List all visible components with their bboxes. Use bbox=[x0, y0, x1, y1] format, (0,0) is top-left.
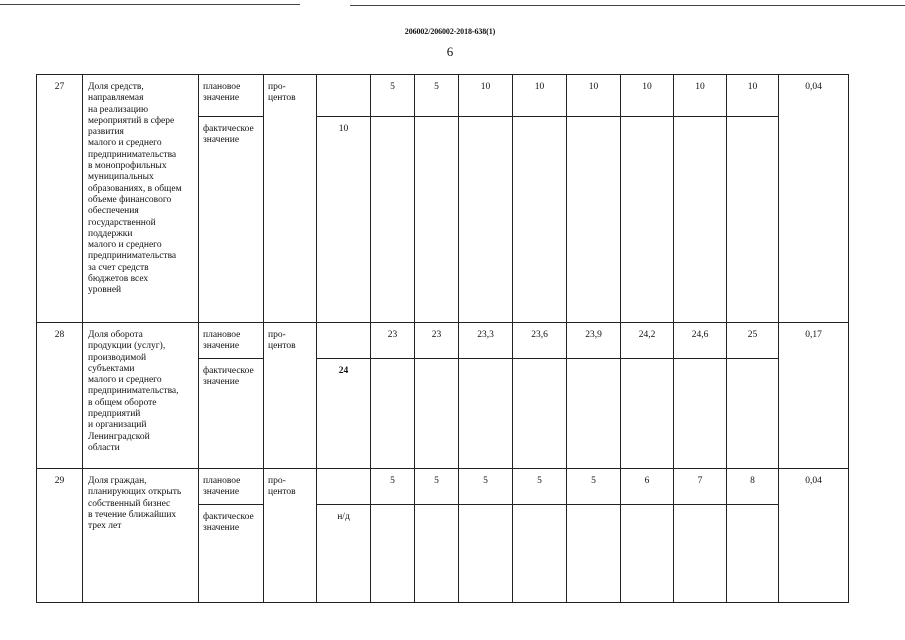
weight-value: 0,04 bbox=[779, 469, 849, 603]
table-row bbox=[37, 469, 849, 505]
fact-value: 24 bbox=[317, 359, 371, 469]
table-row bbox=[37, 75, 849, 117]
indicator-name-line: бюджетов всех bbox=[88, 274, 149, 285]
fact-empty-cell bbox=[567, 117, 621, 323]
indicator-name bbox=[83, 75, 199, 323]
plan-value: 25 bbox=[727, 323, 779, 359]
indicator-name-line: субъектами bbox=[88, 363, 135, 374]
plan-value: 5 bbox=[415, 75, 459, 117]
plan-value: 7 bbox=[674, 469, 727, 505]
fact-label: фактическое значение bbox=[199, 359, 264, 469]
plan-value: 10 bbox=[674, 75, 727, 117]
indicator-name-line: предпринимательства, bbox=[88, 386, 179, 397]
fact-empty-cell bbox=[415, 117, 459, 323]
unit-label: про- центов bbox=[264, 469, 317, 603]
indicator-name-line: Ленинградской bbox=[88, 431, 150, 442]
plan-value: 6 bbox=[621, 469, 674, 505]
indicator-name bbox=[83, 469, 199, 603]
scan-edge-right bbox=[350, 5, 905, 6]
indicator-name-line: муниципальных bbox=[88, 172, 154, 183]
unit-label: про- центов bbox=[264, 323, 317, 469]
indicator-name-line: продукции (услуг), bbox=[88, 341, 166, 352]
fact-empty-cell bbox=[674, 117, 727, 323]
indicator-name-line: предпринимательства bbox=[88, 149, 177, 160]
fact-empty-cell bbox=[567, 505, 621, 603]
plan-value: 10 bbox=[621, 75, 674, 117]
indicator-name-line: области bbox=[88, 442, 120, 453]
fact-empty-cell bbox=[459, 117, 513, 323]
indicator-name-line: государственной bbox=[88, 217, 156, 228]
plan-value: 23 bbox=[371, 323, 415, 359]
plan-value: 10 bbox=[567, 75, 621, 117]
fact-empty-cell bbox=[371, 505, 415, 603]
fact-empty-cell bbox=[513, 359, 567, 469]
fact-empty-cell bbox=[513, 505, 567, 603]
indicator-name-line: Доля граждан, bbox=[88, 476, 147, 486]
fact-empty-cell bbox=[727, 505, 779, 603]
indicator-name-line: предприятий bbox=[88, 409, 141, 420]
indicator-name-line: в общем обороте bbox=[88, 397, 157, 408]
indicators-table bbox=[36, 74, 849, 603]
indicator-name-line: малого и среднего bbox=[88, 240, 162, 251]
fact-empty-cell bbox=[371, 359, 415, 469]
fact-empty-cell bbox=[621, 117, 674, 323]
row-number: 28 bbox=[37, 323, 83, 469]
fact-empty-cell bbox=[415, 505, 459, 603]
plan-label: плановое значение bbox=[199, 323, 264, 359]
fact-empty-cell bbox=[674, 359, 727, 469]
weight-value: 0,17 bbox=[779, 323, 849, 469]
plan-value: 5 bbox=[371, 75, 415, 117]
plan-value: 23,9 bbox=[567, 323, 621, 359]
plan-base-empty bbox=[317, 323, 371, 359]
plan-value: 23 bbox=[415, 323, 459, 359]
plan-value: 24,6 bbox=[674, 323, 727, 359]
indicator-name-line: в монопрофильных bbox=[88, 161, 167, 172]
plan-label: плановое значение bbox=[199, 75, 264, 117]
indicator-name-line: обеспечения bbox=[88, 206, 139, 217]
fact-label: фактическое значение bbox=[199, 117, 264, 323]
plan-value: 10 bbox=[513, 75, 567, 117]
page-number: 6 bbox=[446, 44, 454, 59]
plan-value: 23,3 bbox=[459, 323, 513, 359]
row-number: 27 bbox=[37, 75, 83, 323]
indicator-name-line: предпринимательства bbox=[88, 251, 177, 262]
row-number: 29 bbox=[37, 469, 83, 603]
indicator-name-line: образованиях, в общем bbox=[88, 183, 182, 194]
fact-value: н/д bbox=[317, 505, 371, 603]
plan-value: 5 bbox=[415, 469, 459, 505]
fact-empty-cell bbox=[459, 505, 513, 603]
plan-base-empty bbox=[317, 469, 371, 505]
indicator-name-line: Доля оборота bbox=[88, 330, 143, 340]
fact-empty-cell bbox=[459, 359, 513, 469]
indicator-name-line: малого и среднего bbox=[88, 375, 162, 386]
indicator-name-line: мероприятий в сфере bbox=[88, 115, 175, 126]
plan-value: 10 bbox=[459, 75, 513, 117]
plan-base-empty bbox=[317, 75, 371, 117]
plan-value: 23,6 bbox=[513, 323, 567, 359]
indicator-name-line: трех лет bbox=[88, 521, 122, 532]
fact-empty-cell bbox=[727, 117, 779, 323]
plan-value: 5 bbox=[459, 469, 513, 505]
plan-value: 8 bbox=[727, 469, 779, 505]
indicator-name-line: и организаций bbox=[88, 420, 147, 431]
indicator-name-line: собственный бизнес bbox=[88, 498, 171, 509]
fact-empty-cell bbox=[371, 117, 415, 323]
plan-value: 5 bbox=[371, 469, 415, 505]
fact-label: фактическое значение bbox=[199, 505, 264, 603]
plan-value: 5 bbox=[567, 469, 621, 505]
indicator-name-line: на реализацию bbox=[88, 104, 149, 115]
indicator-name bbox=[83, 323, 199, 469]
unit-label: про- центов bbox=[264, 75, 317, 323]
plan-value: 10 bbox=[727, 75, 779, 117]
fact-empty-cell bbox=[621, 505, 674, 603]
indicator-name-line: уровней bbox=[88, 285, 122, 296]
fact-empty-cell bbox=[674, 505, 727, 603]
indicator-name-line: производимой bbox=[88, 352, 147, 363]
fact-empty-cell bbox=[513, 117, 567, 323]
indicator-name-line: планирующих открыть bbox=[88, 487, 182, 498]
scan-edge-left bbox=[0, 4, 300, 5]
indicator-name-line: Доля средств, bbox=[88, 82, 144, 92]
fact-value: 10 bbox=[317, 117, 371, 323]
indicator-name-line: развития bbox=[88, 127, 124, 138]
indicator-name-line: направляемая bbox=[88, 93, 144, 104]
plan-value: 5 bbox=[513, 469, 567, 505]
indicator-name-line: за счет средств bbox=[88, 262, 149, 273]
indicator-name-line: поддержки bbox=[88, 228, 133, 239]
weight-value: 0,04 bbox=[779, 75, 849, 323]
indicator-name-line: в течение ближайших bbox=[88, 509, 177, 520]
plan-label: плановое значение bbox=[199, 469, 264, 505]
fact-empty-cell bbox=[415, 359, 459, 469]
fact-empty-cell bbox=[567, 359, 621, 469]
indicator-name-line: объеме финансового bbox=[88, 194, 172, 205]
fact-empty-cell bbox=[621, 359, 674, 469]
indicator-name-line: малого и среднего bbox=[88, 138, 162, 149]
fact-empty-cell bbox=[727, 359, 779, 469]
plan-value: 24,2 bbox=[621, 323, 674, 359]
table-row bbox=[37, 323, 849, 359]
document-id: 206002/206002-2018-638(1) bbox=[404, 27, 496, 36]
